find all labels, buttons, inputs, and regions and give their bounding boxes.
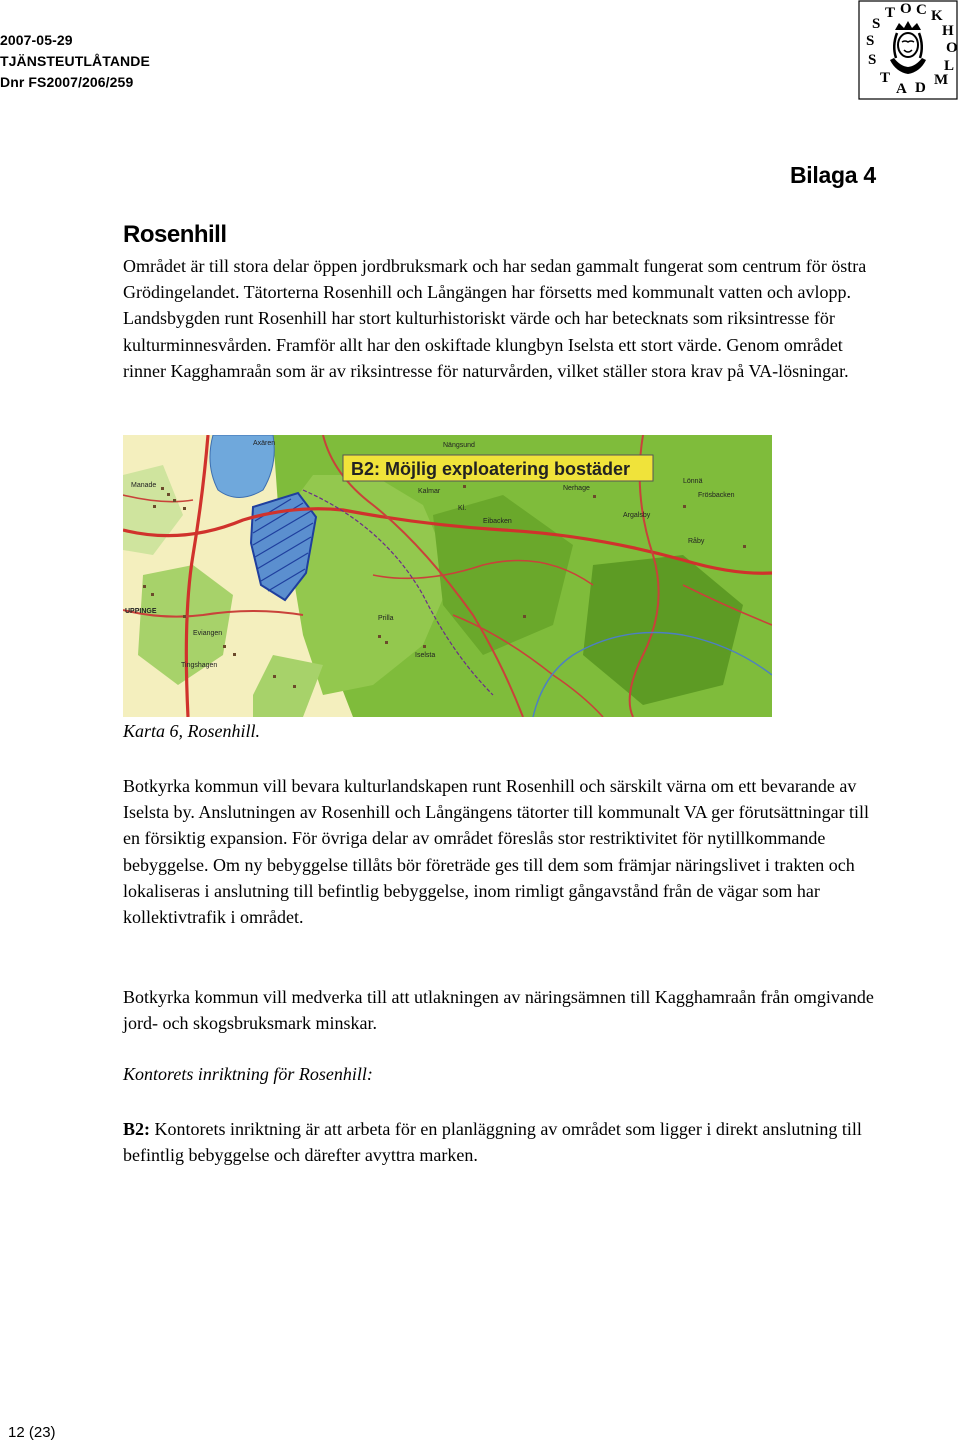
stockholm-crest-icon xyxy=(858,0,958,100)
svg-text:M: M xyxy=(934,72,949,88)
b2-text: Kontorets inriktning är att arbeta för en planläggning av området som ligger i direkt anslutning till befintlig bebyggelse och därefter avyttra marken. xyxy=(123,1119,862,1166)
appendix-label: Bilaga 4 xyxy=(790,162,876,188)
page-number: 12 (23) xyxy=(8,1424,56,1441)
policy-paragraph: Botkyrka kommun vill bevara kulturlandskapen runt Rosenhill och särskilt värna om ett bevarande av Iselsta by. Anslutningen av Rosenhill och Långängens tätorter till kommunalt VA ger förutsättningar till en försiktig expansion. För övriga delar av området föreslås stor restriktivitet för nytillkommande bebyggelse. Om ny bebyggelse tillåts bör företräde ges till dem som främjar näringslivet i trakten och lokaliseras i anslutning till befintlig bebyggelse, inom rimligt gångavstånd från de vägar som har kollektivtrafik i området. xyxy=(123,776,870,928)
map-banner: B2: Möjlig exploatering bostäder xyxy=(351,459,631,479)
svg-text:T: T xyxy=(880,70,891,86)
svg-text:Tingshagen: Tingshagen xyxy=(181,662,218,669)
b2-label: B2: xyxy=(123,1119,150,1139)
svg-text:T: T xyxy=(885,5,896,21)
map-caption: Karta 6, Rosenhill. xyxy=(123,721,261,741)
svg-text:Eibacken: Eibacken xyxy=(483,518,512,525)
svg-text:S: S xyxy=(868,52,877,68)
direction-paragraph xyxy=(123,1116,883,1168)
map-image xyxy=(123,435,772,717)
document-dnr: Dnr FS2007/206/259 xyxy=(0,74,134,90)
svg-text:O: O xyxy=(946,40,958,56)
document-header xyxy=(0,30,150,93)
svg-text:Eviangen: Eviangen xyxy=(193,630,223,637)
nutrient-paragraph: Botkyrka kommun vill medverka till att utlakningen av näringsämnen till Kagghamraån från omgivande jord- och skogsbruksmark minskar. xyxy=(123,987,874,1034)
svg-text:S: S xyxy=(866,33,875,49)
svg-text:UPPINGE: UPPINGE xyxy=(125,608,157,615)
svg-text:Nängsund: Nängsund xyxy=(443,442,475,449)
section-title: Rosenhill xyxy=(123,221,227,248)
svg-text:Manade: Manade xyxy=(131,482,157,489)
svg-text:Kalmar: Kalmar xyxy=(418,488,441,495)
document-type: TJÄNSTEUTLÅTANDE xyxy=(0,53,150,69)
svg-text:Kl.: Kl. xyxy=(458,505,467,512)
svg-text:Iselsta: Iselsta xyxy=(415,652,436,659)
svg-text:Argalsby: Argalsby xyxy=(623,512,651,519)
svg-text:Frösbacken: Frösbacken xyxy=(698,492,735,499)
svg-text:D: D xyxy=(915,80,926,96)
svg-text:L: L xyxy=(944,58,955,74)
svg-text:A: A xyxy=(896,81,907,97)
svg-text:K: K xyxy=(931,8,943,24)
svg-text:Råby: Råby xyxy=(688,538,705,545)
svg-text:Nerhage: Nerhage xyxy=(563,485,590,492)
intro-paragraph: Området är till stora delar öppen jordbruksmark och har sedan gammalt fungerat som centrum för östra Grödingelandet. Tätorterna Rosenhill och Långängen har försetts med kommunalt vatten och avlopp. Landsbygden runt Rosenhill har stort kulturhistoriskt värde och har betecknats som riksintresse för kulturminnesvården. Framför allt har den oskiftade klungbyn Iselsta ett stort värde. Genom området rinner Kagghamraån som är av riksintresse för naturvården, vilket ställer stora krav på VA-lösningar. xyxy=(123,256,867,381)
svg-text:Axären: Axären xyxy=(253,440,276,447)
svg-text:O: O xyxy=(900,1,912,17)
svg-text:C: C xyxy=(916,2,927,18)
svg-text:H: H xyxy=(942,23,954,39)
direction-heading: Kontorets inriktning för Rosenhill: xyxy=(123,1064,373,1084)
svg-text:Prilla: Prilla xyxy=(378,615,394,622)
svg-text:Lönnä: Lönnä xyxy=(683,478,703,485)
document-date: 2007-05-29 xyxy=(0,32,73,48)
svg-text:S: S xyxy=(872,16,881,32)
